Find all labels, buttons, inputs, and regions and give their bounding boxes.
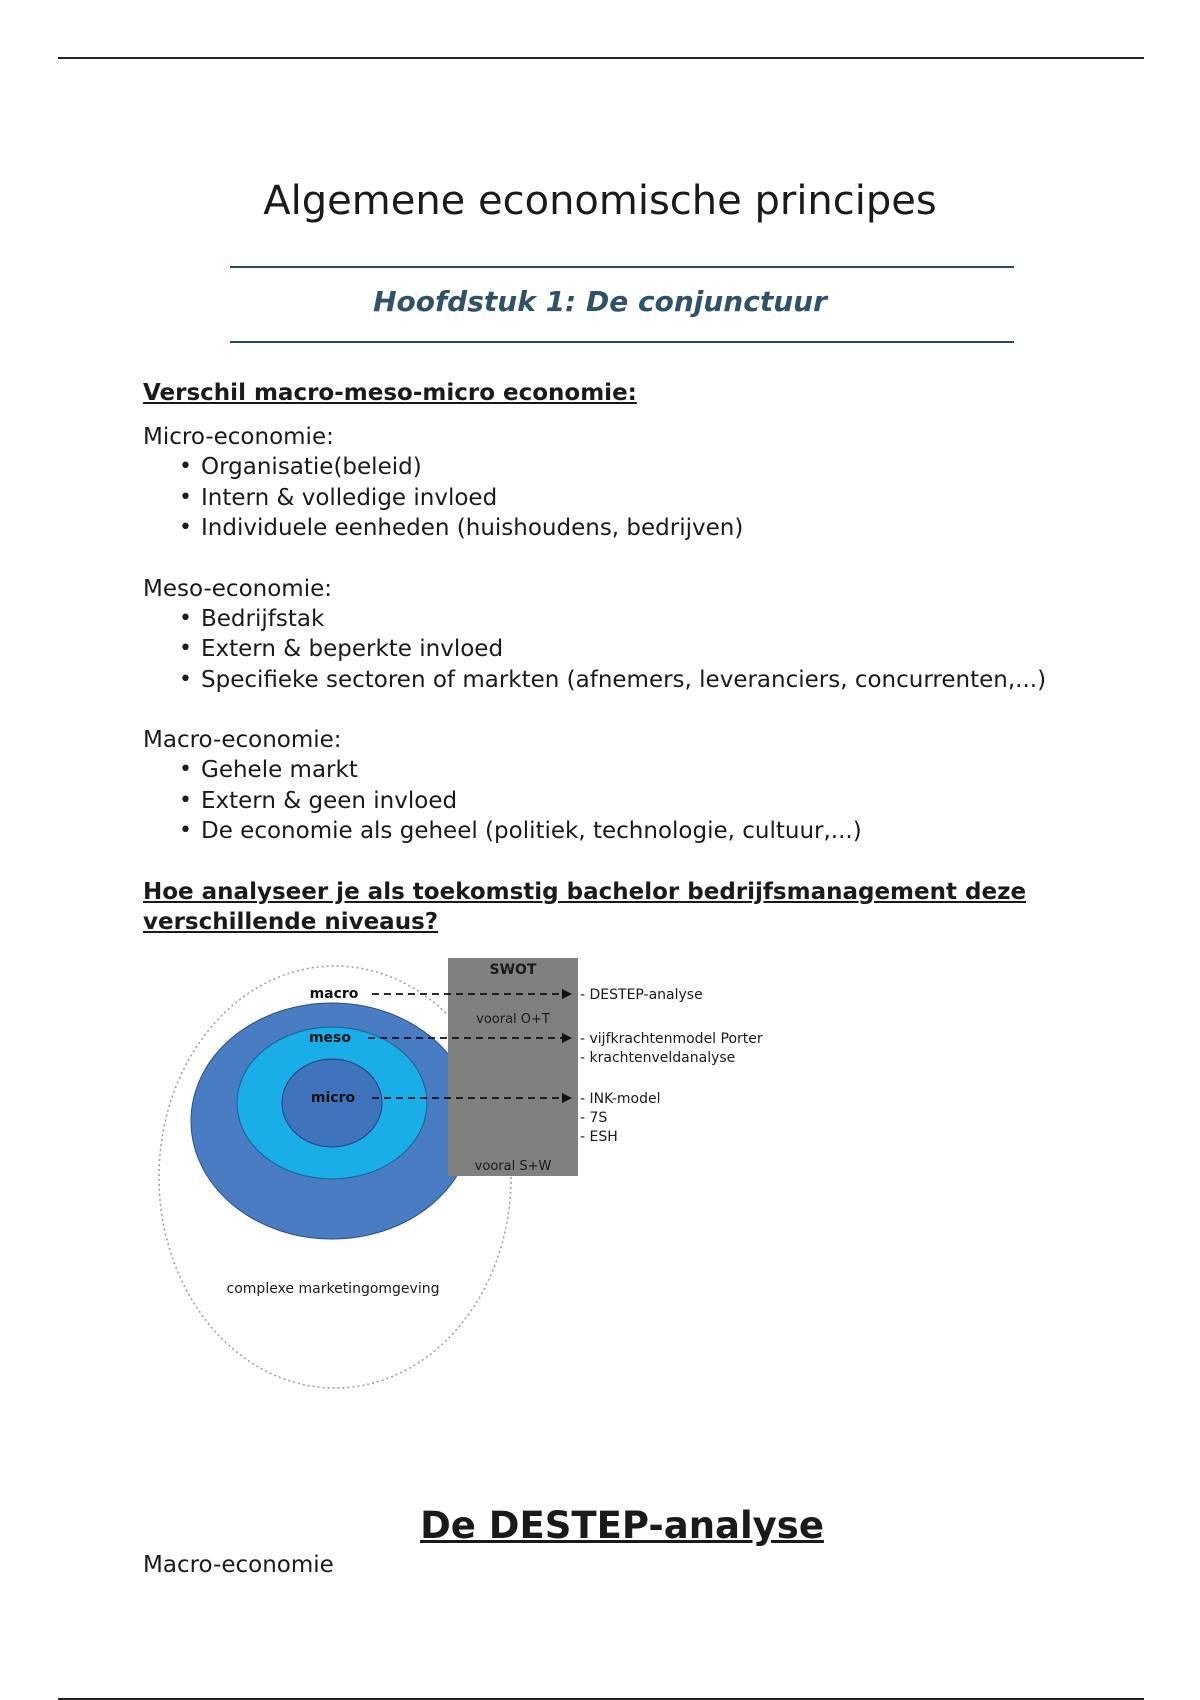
list-item: • Gehele markt (201, 755, 1103, 786)
subtitle-bottom-rule (230, 341, 1014, 343)
list-item: • Organisatie(beleid) (201, 452, 1103, 483)
list-item: • Individuele eenheden (huishoudens, bedrijven) (201, 513, 1103, 544)
levels-diagram-svg (150, 955, 790, 1395)
meso-tool: - vijfkrachtenmodel Porter (580, 1031, 763, 1047)
group-label: Meso-economie: (143, 575, 332, 602)
list-item: • Extern & geen invloed (201, 786, 1103, 817)
list-item: • Bedrijfstak (201, 604, 1103, 635)
group-meso (143, 574, 1103, 696)
group-macro (143, 725, 1103, 847)
document-title: Algemene economische principes (263, 178, 937, 224)
bullet-list (143, 452, 1103, 544)
levels-diagram (150, 955, 790, 1395)
meso-label: meso (308, 1030, 352, 1046)
macro-label: macro (309, 986, 359, 1002)
bullet-list (143, 604, 1103, 696)
section-heading-analysis: Hoe analyseer je als toekomstig bachelor bedrijfsmanagement deze verschillende niveaus? (143, 878, 1027, 935)
sw-label: vooral S+W (474, 1159, 552, 1174)
list-item: • Intern & volledige invloed (201, 483, 1103, 514)
swot-box (448, 958, 578, 1176)
section-heading-levels: Verschil macro-meso-micro economie: (143, 380, 637, 406)
document-subtitle: Hoofdstuk 1: De conjunctuur (373, 285, 827, 318)
bullet-list (143, 755, 1103, 847)
micro-tool: - ESH (580, 1129, 618, 1145)
ot-label: vooral O+T (476, 1012, 550, 1027)
environment-label: complexe marketingomgeving (226, 1281, 440, 1297)
destep-subtitle: Macro-economie (143, 1552, 334, 1578)
list-item: • Specifieke sectoren of markten (afnemers, leveranciers, concurrenten,...) (201, 665, 1103, 696)
group-label: Macro-economie: (143, 727, 342, 753)
subtitle-top-rule (230, 266, 1014, 268)
macro-tool: - DESTEP-analyse (580, 987, 703, 1003)
micro-tool: - INK-model (580, 1091, 661, 1107)
group-micro (143, 422, 1103, 544)
group-label: Micro-economie: (143, 424, 334, 450)
micro-label: micro (310, 1090, 356, 1106)
list-item: • Extern & beperkte invloed (201, 634, 1103, 665)
swot-label: SWOT (489, 962, 537, 978)
page-top-rule (58, 57, 1144, 59)
main-content (143, 378, 1103, 951)
meso-tool: - krachtenveldanalyse (580, 1050, 736, 1066)
micro-tool: - 7S (580, 1110, 608, 1126)
list-item: • De economie als geheel (politiek, technologie, cultuur,...) (201, 816, 1103, 847)
destep-title: De DESTEP-analyse (420, 1504, 824, 1547)
